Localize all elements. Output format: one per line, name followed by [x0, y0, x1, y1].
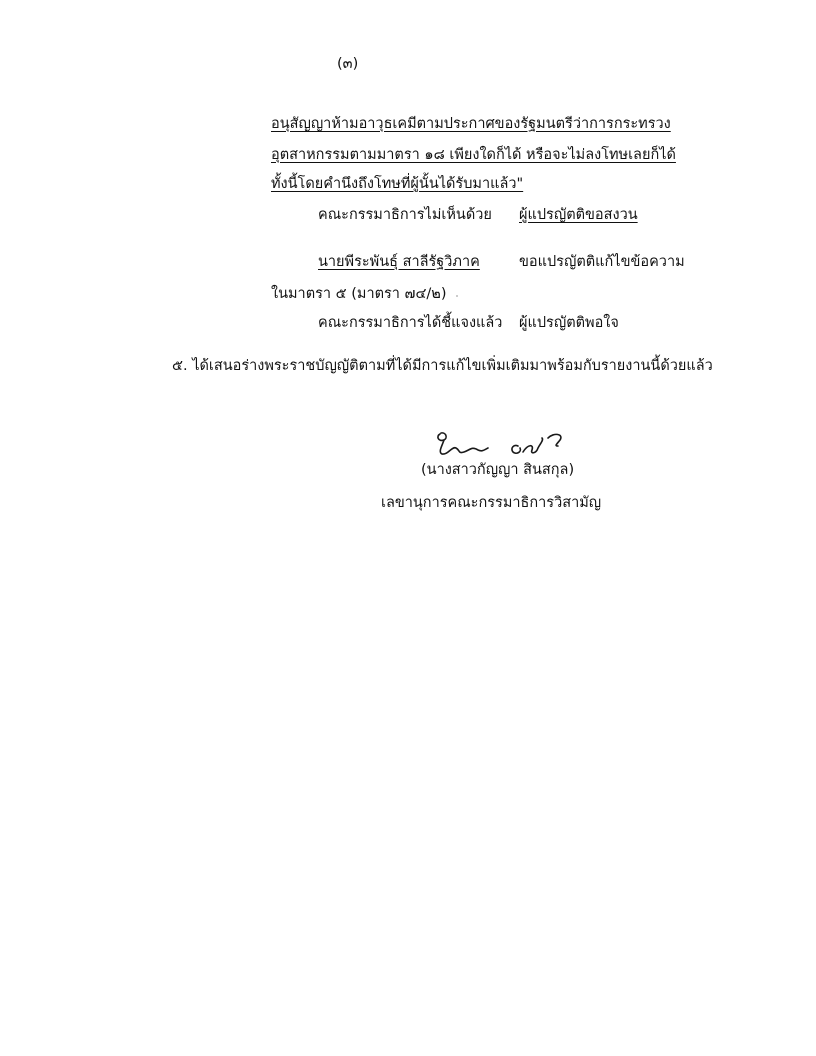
scan-speck [456, 295, 458, 297]
page-number: (๓) [337, 56, 359, 72]
handwritten-signature [430, 424, 580, 464]
signatory-name: (นางสาวกัญญา สินสกุล) [421, 462, 575, 478]
section-reference: ในมาตรา ๕ (มาตรา ๗๔/๒) [271, 286, 447, 302]
amender-name: นายพีระพันธุ์ สาลีรัฐวิภาค [318, 254, 480, 270]
amender-reserves-text: ผู้แปรญัตติขอสงวน [519, 207, 638, 223]
item-5-paragraph: ๕. ได้เสนอร่างพระราชบัญญัติตามที่ได้มีการแก้ไขเพิ่มเติมมาพร้อมกับรายงานนี้ด้วยแล้ว [172, 358, 713, 374]
amendment-request-text: ขอแปรญัตติแก้ไขข้อความ [519, 254, 685, 270]
committee-disagree-text: คณะกรรมาธิการไม่เห็นด้วย [318, 207, 492, 223]
quote-line-3: ทั้งนี้โดยคำนึงถึงโทษที่ผู้นั้นได้รับมาแล้ว" [271, 176, 524, 192]
amender-satisfied-text: ผู้แปรญัตติพอใจ [519, 315, 619, 331]
quote-line-1: อนุสัญญาห้ามอาวุธเคมีตามประกาศของรัฐมนตรีว่าการกระทรวง [271, 116, 671, 132]
quote-line-2: อุตสาหกรรมตามมาตรา ๑๘ เพียงใดก็ได้ หรือจะไม่ลงโทษเลยก็ได้ [271, 147, 676, 163]
committee-explained-text: คณะกรรมาธิการได้ชี้แจงแล้ว [318, 315, 503, 331]
signatory-title: เลขานุการคณะกรรมาธิการวิสามัญ [381, 495, 602, 511]
